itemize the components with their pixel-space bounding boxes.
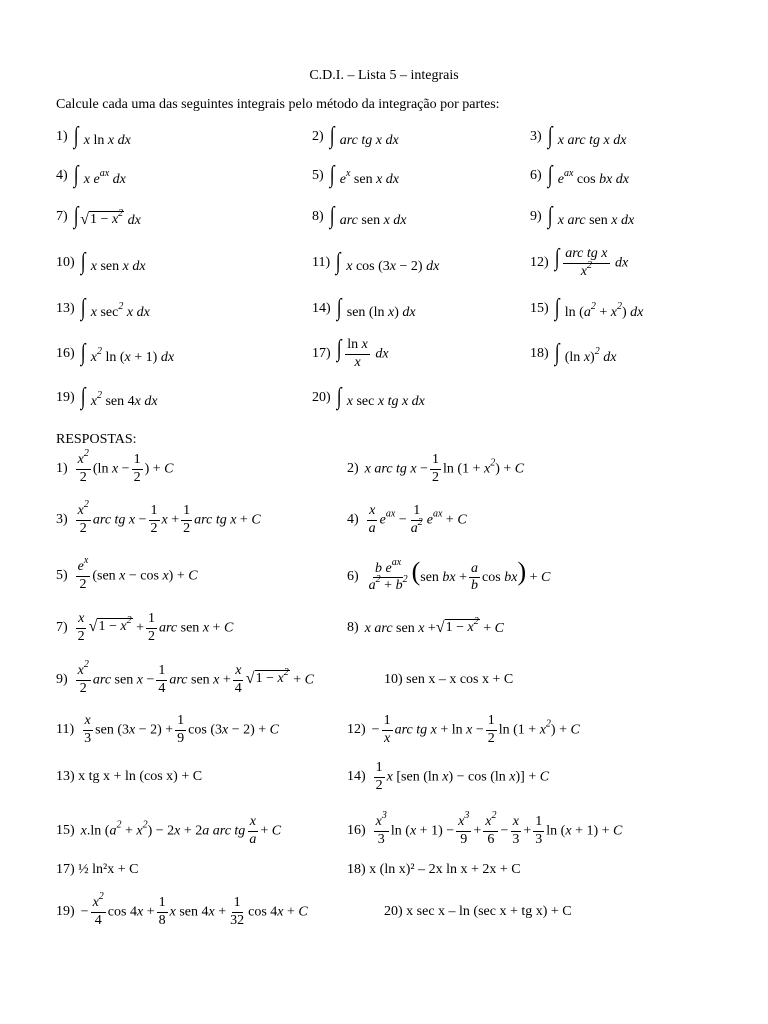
answer-expression: − $\frac{1}{x}$ arc tg x + ln x − $\frac{1}{2}$ $\ln (1 + x^2) + C$ xyxy=(371,712,580,746)
exercise-number: 19) xyxy=(56,390,75,405)
exercise-expression: ∫ (ln x)$^2$ dx xyxy=(554,340,617,366)
exercise-expression: ∫ √ $1 - x^2$ dx xyxy=(73,203,141,229)
answer-number: 4) xyxy=(347,512,359,527)
answer-number: 8) xyxy=(347,620,359,635)
answer-number: 5) xyxy=(56,568,68,583)
answer-expression: $\frac{x}{3}$ sen (3x − 2) + $\frac{1}{9}$ cos (3x − 2) + C xyxy=(84,712,279,746)
instruction-text: Calcule cada uma das seguintes integrais pelo método da integração por partes: xyxy=(56,97,500,112)
exercise-4 xyxy=(56,156,126,196)
answer-expression: − $\frac{x^2}{4}$ cos 4x + $\frac{1}{8}$ x sen 4x + $\frac{1}{32}$ cos 4x + C xyxy=(80,890,308,928)
answer-number: 3) xyxy=(56,512,68,527)
exercise-7 xyxy=(56,197,141,237)
exercise-number: 2) xyxy=(312,129,324,144)
answer-9 xyxy=(56,659,314,701)
exercise-expression: ∫ $\ln (a^2 + x^2)$ dx xyxy=(554,295,644,321)
answer-number: 15) xyxy=(56,823,75,838)
answer-7 xyxy=(56,607,233,649)
exercise-number: 5) xyxy=(312,168,324,183)
exercise-12 xyxy=(530,243,628,283)
exercise-expression: ∫ x arc tg x dx xyxy=(547,123,627,149)
exercise-number: 6) xyxy=(530,168,542,183)
answer-11 xyxy=(56,709,279,751)
answer-3 xyxy=(56,499,261,541)
exercise-20 xyxy=(312,378,425,418)
exercise-expression: ∫ x sen x dx xyxy=(80,249,146,275)
answer-expression: $\frac{e^x}{2}$ (sen x − cos x) + C xyxy=(77,554,198,592)
answer-20: 20) x sec x – ln (sec x + tg x) + C xyxy=(384,904,572,919)
exercise-1 xyxy=(56,117,131,157)
exercise-19 xyxy=(56,378,158,418)
answer-number: 2) xyxy=(347,461,359,476)
exercise-expression: ∫ x cos (3x − 2) dx xyxy=(336,249,440,275)
exercise-14 xyxy=(312,289,416,329)
exercise-13 xyxy=(56,289,150,329)
answer-number: 12) xyxy=(347,722,366,737)
answer-18: 18) x (ln x)² – 2x ln x + 2x + C xyxy=(347,862,521,877)
exercise-expression: ∫ x sec x tg x dx xyxy=(336,384,425,410)
answer-number: 16) xyxy=(347,823,366,838)
answer-expression: x arc sen x + √ $1 - x^2$ + C xyxy=(364,616,504,636)
answer-number: 19) xyxy=(56,904,75,919)
answer-expression: $\frac{x^2}{2}$ (ln x − $\frac{1}{2}$ ) + C xyxy=(77,447,174,485)
exercise-expression: ∫ arc tg x dx xyxy=(329,123,399,149)
exercise-expression: ∫ x ln x dx xyxy=(73,123,131,149)
answer-2 xyxy=(347,448,524,490)
exercise-number: 1) xyxy=(56,129,68,144)
answer-4 xyxy=(347,499,467,541)
exercise-number: 15) xyxy=(530,301,549,316)
answer-10: 10) sen x – x cos x + C xyxy=(384,672,514,687)
answer-5 xyxy=(56,555,198,597)
exercise-number: 17) xyxy=(312,346,331,361)
answer-expression: $\frac{x}{a}$ $e^{ax}$ − $\frac{1}{a^2}$ $e^{ax} + C$ xyxy=(368,502,467,536)
answer-8 xyxy=(347,607,504,649)
exercise-expression: ∫ $x^2$ sen 4x dx xyxy=(80,384,158,410)
answer-expression: $\frac{x^2}{2}$ arc sen x − $\frac{1}{4}$ arc sen x + $\frac{x}{4}$ √ $1 - x^2$ + C xyxy=(77,658,314,696)
exercise-11 xyxy=(312,243,439,283)
exercise-expression: ∫ x arc sen x dx xyxy=(547,203,635,229)
exercise-number: 14) xyxy=(312,301,331,316)
exercise-number: 3) xyxy=(530,129,542,144)
exercise-15 xyxy=(530,289,643,329)
answer-expression: x arc tg x − $\frac{1}{2}$ $\ln (1 + x^2) + C$ xyxy=(364,451,525,485)
answer-number: 11) xyxy=(56,722,75,737)
exercise-2 xyxy=(312,117,399,157)
exercise-5 xyxy=(312,156,399,196)
exercise-number: 13) xyxy=(56,301,75,316)
exercise-8 xyxy=(312,197,407,237)
answer-number: 7) xyxy=(56,620,68,635)
exercise-number: 9) xyxy=(530,209,542,224)
answers-heading: RESPOSTAS: xyxy=(56,432,137,447)
answer-number: 9) xyxy=(56,672,68,687)
answer-19 xyxy=(56,890,308,934)
exercise-number: 4) xyxy=(56,168,68,183)
answer-13: 13) x tg x + ln (cos x) + C xyxy=(56,769,203,784)
exercise-number: 7) xyxy=(56,209,68,224)
answer-16 xyxy=(347,810,622,852)
exercise-6 xyxy=(530,156,629,196)
exercise-number: 11) xyxy=(312,255,331,270)
answer-14 xyxy=(347,756,549,798)
exercise-expression: ∫ $e^{ax}$ cos bx dx xyxy=(547,162,630,188)
exercise-3 xyxy=(530,117,626,157)
page-title: C.D.I. – Lista 5 – integrais xyxy=(309,68,459,83)
answer-15 xyxy=(56,810,281,852)
exercise-18 xyxy=(530,334,616,374)
exercise-number: 12) xyxy=(530,255,549,270)
exercise-17 xyxy=(312,334,389,374)
answer-expression: $\frac{b e^{ax}}{a^2 + b^2}$ (sen bx + $\frac{a}{b}$ cos bx) + C xyxy=(368,556,551,594)
exercise-expression: ∫ x $\sec^2 x$ dx xyxy=(80,295,150,321)
answer-expression: $\frac{1}{2}$ x [sen (ln x) − cos (ln x)] + C xyxy=(375,759,550,793)
answer-number: 6) xyxy=(347,569,359,584)
exercise-number: 16) xyxy=(56,346,75,361)
answer-number: 1) xyxy=(56,461,68,476)
exercise-expression: ∫ $\frac{\text{ln x}}{x}$ dx xyxy=(336,336,389,370)
exercise-number: 20) xyxy=(312,390,331,405)
exercise-number: 8) xyxy=(312,209,324,224)
exercise-number: 10) xyxy=(56,255,75,270)
answer-6 xyxy=(347,555,550,599)
answer-expression: x.ln $(a^2 + x^2) - 2x + 2a$ arc tg $\frac{x}{a}$ + C xyxy=(80,813,282,847)
answer-number: 14) xyxy=(347,769,366,784)
exercise-number: 18) xyxy=(530,346,549,361)
exercise-expression: ∫ $e^x$ sen x dx xyxy=(329,162,400,188)
answer-expression: $\frac{x^3}{3}$ ln (x + 1) − $\frac{x^3}{9}$ + $\frac{x^2}{6}$ − $\frac{x}{3}$ + $\frac{1}{3}$ ln (x + 1) + C xyxy=(375,809,623,847)
exercise-expression: ∫ arc sen x dx xyxy=(329,203,407,229)
answer-12 xyxy=(347,709,580,751)
exercise-10 xyxy=(56,243,146,283)
answer-17: 17) ½ ln²x + C xyxy=(56,862,139,877)
answer-expression: $\frac{x^2}{2}$ arc tg x − $\frac{1}{2}$ x + $\frac{1}{2}$ arc tg x + C xyxy=(77,498,261,536)
exercise-expression: ∫ x $e^{ax}$ dx xyxy=(73,162,126,188)
answer-1 xyxy=(56,448,173,490)
exercise-16 xyxy=(56,334,174,374)
answer-expression: $\frac{x}{2}$ √ $1 - x^2$ + $\frac{1}{2}$ arc sen x + C xyxy=(77,610,234,644)
exercise-expression: ∫ sen (ln x) dx xyxy=(336,295,416,321)
exercise-expression: ∫ $x^2$ ln (x + 1) dx xyxy=(80,340,175,366)
exercise-expression: ∫ $\frac{\text{arc tg x}}{x^2}$ dx xyxy=(554,245,629,279)
exercise-9 xyxy=(530,197,634,237)
